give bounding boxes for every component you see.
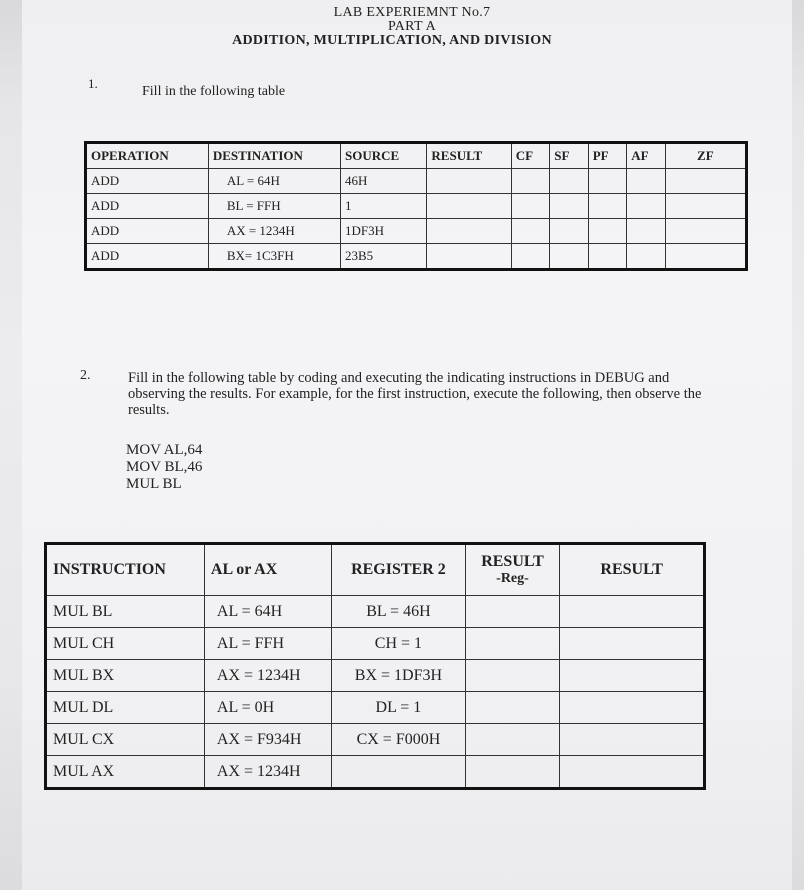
- cell-result[interactable]: [427, 244, 511, 270]
- cell-sf[interactable]: [550, 169, 589, 194]
- table-row: [86, 219, 747, 244]
- col-operation: OPERATION: [86, 143, 209, 169]
- cell-al-or-ax: AL = FFH: [204, 628, 331, 660]
- part-label: PART A: [387, 19, 437, 34]
- table-header-row: [46, 544, 705, 596]
- cell-zf[interactable]: [665, 244, 746, 270]
- code-line: MUL BL: [126, 476, 182, 492]
- col-result-reg: [465, 544, 560, 596]
- cell-source: 23B5: [341, 244, 427, 270]
- col-register-2: REGISTER 2: [332, 544, 465, 596]
- cell-destination: BX= 1C3FH: [208, 244, 340, 270]
- cell-register-2: CX = F000H: [332, 724, 465, 756]
- col-cf: CF: [511, 143, 550, 169]
- cell-cf[interactable]: [511, 219, 550, 244]
- cell-instruction: MUL CX: [46, 724, 205, 756]
- cell-cf[interactable]: [511, 244, 550, 270]
- cell-al-or-ax: AX = 1234H: [204, 660, 331, 692]
- cell-operation: ADD: [86, 194, 209, 219]
- cell-pf[interactable]: [588, 169, 627, 194]
- col-al-or-ax: AL or AX: [204, 544, 331, 596]
- table-row: [46, 692, 705, 724]
- cell-source: 1: [341, 194, 427, 219]
- cell-result[interactable]: [560, 692, 705, 724]
- cell-result-reg[interactable]: [465, 628, 560, 660]
- paper-sheet: [22, 0, 792, 890]
- cell-zf[interactable]: [665, 194, 746, 219]
- cell-result-reg[interactable]: [465, 596, 560, 628]
- col-result-reg-sub: -Reg-: [496, 571, 529, 586]
- cell-pf[interactable]: [588, 219, 627, 244]
- cell-result-reg[interactable]: [465, 724, 560, 756]
- addition-table: [84, 141, 748, 271]
- cell-instruction: MUL DL: [46, 692, 205, 724]
- cell-result-reg[interactable]: [465, 756, 560, 789]
- cell-cf[interactable]: [511, 169, 550, 194]
- cell-register-2: CH = 1: [332, 628, 465, 660]
- cell-result[interactable]: [560, 724, 705, 756]
- col-instruction: INSTRUCTION: [46, 544, 205, 596]
- cell-result[interactable]: [427, 194, 511, 219]
- table-row: [46, 596, 705, 628]
- cell-cf[interactable]: [511, 194, 550, 219]
- cell-register-2: DL = 1: [332, 692, 465, 724]
- cell-sf[interactable]: [550, 219, 589, 244]
- cell-result[interactable]: [427, 169, 511, 194]
- cell-al-or-ax: AL = 64H: [204, 596, 331, 628]
- cell-result[interactable]: [427, 219, 511, 244]
- cell-instruction: MUL AX: [46, 756, 205, 789]
- cell-result-reg[interactable]: [465, 660, 560, 692]
- question-1-text: Fill in the following table: [142, 84, 286, 99]
- cell-register-2: BX = 1DF3H: [332, 660, 465, 692]
- cell-operation: ADD: [86, 219, 209, 244]
- code-line: MOV BL,46: [126, 459, 203, 475]
- cell-instruction: MUL BX: [46, 660, 205, 692]
- cell-af[interactable]: [627, 244, 666, 270]
- cell-zf[interactable]: [665, 219, 746, 244]
- cell-af[interactable]: [627, 219, 666, 244]
- code-block: [126, 442, 202, 493]
- cell-register-2: [332, 756, 465, 789]
- cell-source: 1DF3H: [341, 219, 427, 244]
- cell-pf[interactable]: [588, 194, 627, 219]
- cell-destination: BL = FFH: [208, 194, 340, 219]
- cell-destination: AL = 64H: [208, 169, 340, 194]
- col-destination: DESTINATION: [208, 143, 340, 169]
- lab-subtitle: ADDITION, MULTIPLICATION, AND DIVISION: [232, 33, 552, 48]
- question-1-number: 1.: [88, 76, 98, 91]
- lab-title: LAB EXPERIEMNT No.7: [333, 5, 491, 20]
- col-result-reg-label: RESULT: [481, 553, 544, 570]
- multiplication-table: [44, 542, 706, 790]
- cell-instruction: MUL BL: [46, 596, 205, 628]
- cell-af[interactable]: [627, 169, 666, 194]
- cell-operation: ADD: [86, 244, 209, 270]
- cell-source: 46H: [341, 169, 427, 194]
- col-sf: SF: [550, 143, 589, 169]
- table-row: [86, 194, 747, 219]
- col-result: RESULT: [560, 544, 705, 596]
- cell-result[interactable]: [560, 756, 705, 789]
- cell-al-or-ax: AX = F934H: [204, 724, 331, 756]
- table-row: [86, 244, 747, 270]
- col-pf: PF: [588, 143, 627, 169]
- question-2-text: Fill in the following table by coding and executing the indicating instructions in DEBUG and observing the results. For example, for the first instruction, execute the following, then observe the results.: [128, 370, 702, 418]
- cell-register-2: BL = 46H: [332, 596, 465, 628]
- table-row: [46, 756, 705, 789]
- question-2-number: 2.: [80, 368, 91, 383]
- col-source: SOURCE: [341, 143, 427, 169]
- code-line: MOV AL,64: [126, 442, 203, 458]
- col-af: AF: [627, 143, 666, 169]
- cell-al-or-ax: AL = 0H: [204, 692, 331, 724]
- cell-sf[interactable]: [550, 244, 589, 270]
- cell-result[interactable]: [560, 596, 705, 628]
- table-row: [86, 169, 747, 194]
- col-result: RESULT: [427, 143, 511, 169]
- cell-pf[interactable]: [588, 244, 627, 270]
- table-row: [46, 660, 705, 692]
- cell-sf[interactable]: [550, 194, 589, 219]
- table-row: [46, 628, 705, 660]
- col-zf: ZF: [665, 143, 746, 169]
- cell-zf[interactable]: [665, 169, 746, 194]
- cell-al-or-ax: AX = 1234H: [204, 756, 331, 789]
- cell-operation: ADD: [86, 169, 209, 194]
- table-header-row: [86, 143, 747, 169]
- cell-result[interactable]: [560, 660, 705, 692]
- cell-result-reg[interactable]: [465, 692, 560, 724]
- cell-destination: AX = 1234H: [208, 219, 340, 244]
- document-header: [22, 6, 782, 48]
- cell-instruction: MUL CH: [46, 628, 205, 660]
- table-row: [46, 724, 705, 756]
- cell-af[interactable]: [627, 194, 666, 219]
- cell-result[interactable]: [560, 628, 705, 660]
